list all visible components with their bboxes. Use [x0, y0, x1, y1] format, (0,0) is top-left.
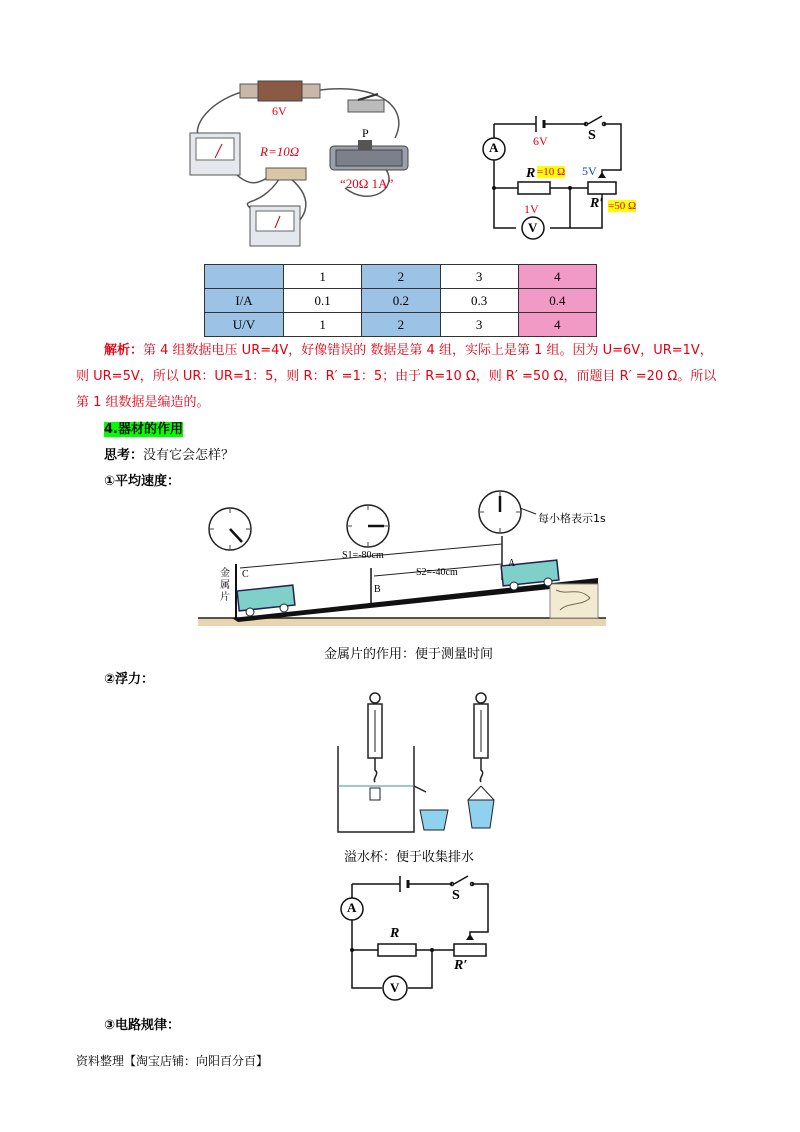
switch-label: S [588, 128, 596, 143]
slider-letter: P [362, 126, 369, 140]
table-cell: 0.4 [518, 289, 596, 313]
table-cell: 2 [362, 313, 440, 337]
r-prime-label: R′ [590, 196, 604, 211]
resistor-label: R=10Ω [260, 144, 300, 159]
table-header-row [205, 265, 597, 289]
b-label: B [374, 584, 381, 595]
table-cell: 1 [284, 265, 362, 289]
v5-label: 5V [582, 164, 597, 178]
table-cell: 1 [284, 313, 362, 337]
r-prime-value: =50 Ω [608, 200, 637, 212]
table-cell: 3 [440, 265, 518, 289]
caption-overflow-cup: 溢水杯：便于收集排水 [344, 850, 475, 865]
rheostat-label: “20Ω 1A” [340, 176, 394, 191]
section-4-title: 4.器材的作用 [104, 422, 183, 437]
table-cell [205, 265, 284, 289]
table-cell: I/A [205, 289, 284, 313]
table-cell: 0.2 [362, 289, 440, 313]
table-cell: 0.1 [284, 289, 362, 313]
table-cell: 2 [362, 265, 440, 289]
a-label: A [508, 558, 516, 569]
footer-note: 资料整理【淘宝店铺：向阳百分百】 [76, 1054, 269, 1068]
schematic-circuit [336, 870, 498, 1004]
think-line [104, 444, 234, 463]
voltmeter-symbol: V [390, 980, 400, 995]
item-3-heading: ③电路规律： [104, 1018, 181, 1033]
analysis-paragraph [76, 338, 726, 416]
v1-label: 1V [524, 202, 539, 216]
voltmeter-symbol: V [528, 220, 538, 235]
metal-plate-label: 金属片 [220, 568, 230, 603]
section-4-heading [104, 418, 183, 437]
r-value: =10 Ω [537, 166, 566, 178]
buoyancy-figure [330, 690, 512, 836]
table-row [205, 289, 597, 313]
table-cell: U/V [205, 313, 284, 337]
analysis-line-2: 则 UR=5V，所以 UR：UR=1：5，则 R：R′ =1：5；由于 R=10 Ω，则 R′ =50 Ω，而题目 R′ =20 Ω。所以 [76, 369, 717, 384]
schematic-with-values [478, 110, 658, 240]
data-table [204, 264, 597, 337]
s2-label: S2=-40cm [416, 567, 458, 578]
think-label: 思考： [104, 448, 144, 463]
item-1-heading: ①平均速度： [104, 474, 181, 489]
s1-label: S1=-80cm [342, 550, 384, 561]
caption-metal-plate: 金属片的作用：便于测量时间 [324, 647, 494, 662]
table-cell: 4 [518, 265, 596, 289]
table-cell: 0.3 [440, 289, 518, 313]
circuit-photo-figure [180, 78, 420, 250]
analysis-line-1 [76, 338, 726, 364]
switch-label: S [452, 888, 460, 903]
analysis-label: 解析： [104, 343, 144, 358]
r-prime-label: R′ [454, 958, 468, 973]
table-cell: 3 [440, 313, 518, 337]
battery-label: 6V [272, 104, 287, 118]
item-2-heading: ②浮力： [104, 672, 155, 687]
ammeter-symbol: A [347, 900, 357, 915]
table-row [205, 313, 597, 337]
incline-experiment-figure [198, 488, 618, 633]
r-label: R [390, 926, 400, 941]
c-label: C [242, 569, 249, 580]
table-cell: 4 [518, 313, 596, 337]
ammeter-symbol: A [489, 140, 499, 155]
r-label: R [526, 166, 536, 181]
think-text: 没有它会怎样？ [143, 448, 235, 463]
analysis-text-1: 第 4 组数据电压 UR=4V，好像错误的 数据是第 4 组，实际上是第 1 组。因为 U=6V，UR=1V， [143, 343, 713, 358]
analysis-line-3: 第 1 组数据是编造的。 [76, 395, 210, 410]
battery-voltage: 6V [533, 134, 548, 148]
clock-legend: 每小格表示1s [538, 512, 606, 525]
